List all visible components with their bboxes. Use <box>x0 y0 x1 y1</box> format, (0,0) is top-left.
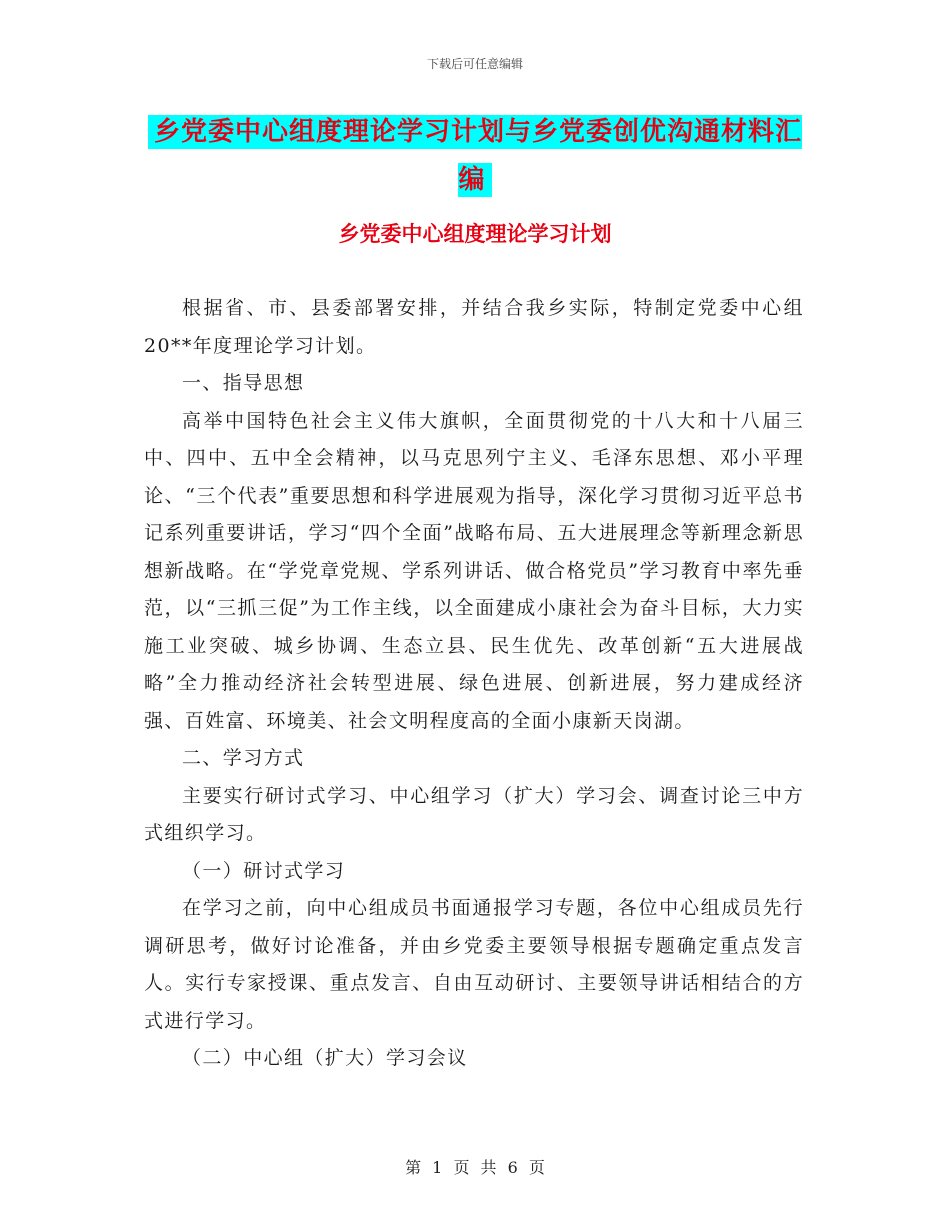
paragraph-guiding-ideology: 高举中国特色社会主义伟大旗帜，全面贯彻党的十八大和十八届三中、四中、五中全会精神，以马克思列宁主义、毛泽东思想、邓小平理论、“三个代表”重要思想和科学进展观为指导，深化学习贯彻习近平总书记系列重要讲话，学习“四个全面”战略布局、五大进展理念等新理念新思想新战略。在“学党章党规、学系列讲话、做合格党员”学习教育中率先垂范，以“三抓三促”为工作主线，以全面建成小康社会为奋斗目标，大力实施工业突破、城乡协调、生态立县、民生优先、改革创新“五大进展战略”全力推动经济社会转型进展、绿色进展、创新进展，努力建成经济强、百姓富、环境美、社会文明程度高的全面小康新天岗湖。 <box>144 409 804 732</box>
document-title-text: 乡党委中心组度理论学习计划与乡党委创优沟通材料汇编 <box>148 115 802 197</box>
paragraph-learning-methods: 主要实行研讨式学习、中心组学习（扩大）学习会、调查讨论三中方式组织学习。 <box>144 784 804 844</box>
page-header-note: 下载后可任意编辑 <box>426 57 523 71</box>
section-title: 乡党委中心组度理论学习计划 <box>338 222 612 246</box>
heading-learning-methods: 二、学习方式 <box>182 747 305 769</box>
subheading-seminar-learning: （一）研讨式学习 <box>182 859 346 882</box>
paragraph-seminar-learning: 在学习之前，向中心组成员书面通报学习专题，各位中心组成员先行调研思考，做好讨论准备，并由乡党委主要领导根据专题确定重点发言人。实行专家授课、重点发言、自由互动研讨、主要领导讲话相结合的方式进行学习。 <box>144 897 804 1032</box>
document-body <box>144 290 804 1078</box>
document-title <box>144 108 806 204</box>
heading-guiding-ideology: 一、指导思想 <box>182 372 305 394</box>
page-footer: 第 1 页 共 6 页 <box>405 1158 545 1177</box>
subheading-group-meeting: （二）中心组（扩大）学习会议 <box>182 1047 468 1069</box>
paragraph-intro: 根据省、市、县委部署安排，并结合我乡实际，特制定党委中心组20**年度理论学习计划。 <box>144 297 804 357</box>
